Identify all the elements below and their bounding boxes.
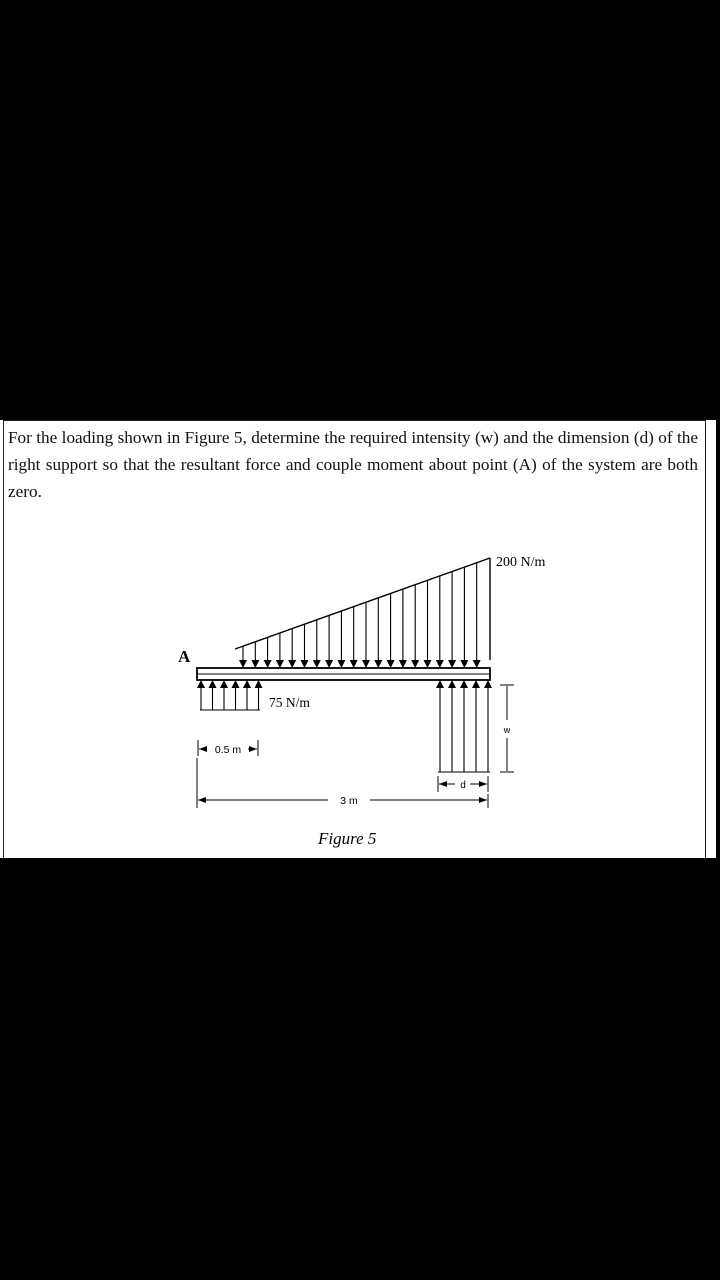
dim-left-label: 0.5 m bbox=[214, 744, 242, 756]
right-support-load bbox=[438, 681, 490, 772]
load-200-label: 200 N/m bbox=[496, 555, 546, 570]
dim-total bbox=[197, 758, 488, 808]
beam-figure bbox=[0, 420, 716, 858]
w-dimension bbox=[500, 685, 514, 772]
right-up-arrows bbox=[440, 681, 488, 772]
load-arrows-down bbox=[243, 563, 477, 667]
dim-left bbox=[198, 740, 258, 756]
left-support-load bbox=[200, 681, 260, 710]
problem-statement: For the loading shown in Figure 5, determine the required intensity (w) and the dimension (d) of the right support so that the resultant force and couple moment about point (A) of the system are both zero. bbox=[8, 428, 698, 501]
figure-caption: Figure 5 bbox=[318, 829, 377, 848]
dim-d bbox=[438, 776, 488, 792]
beam bbox=[197, 668, 490, 680]
distributed-load-triangular bbox=[235, 558, 490, 667]
load-75-label: 75 N/m bbox=[269, 695, 310, 710]
dim-total-label: 3 m bbox=[340, 795, 358, 807]
dim-d-label: d bbox=[460, 780, 466, 791]
left-up-arrows bbox=[201, 681, 259, 710]
w-label: w bbox=[503, 725, 511, 735]
point-a-label: A bbox=[178, 647, 191, 666]
document-panel bbox=[0, 420, 716, 858]
